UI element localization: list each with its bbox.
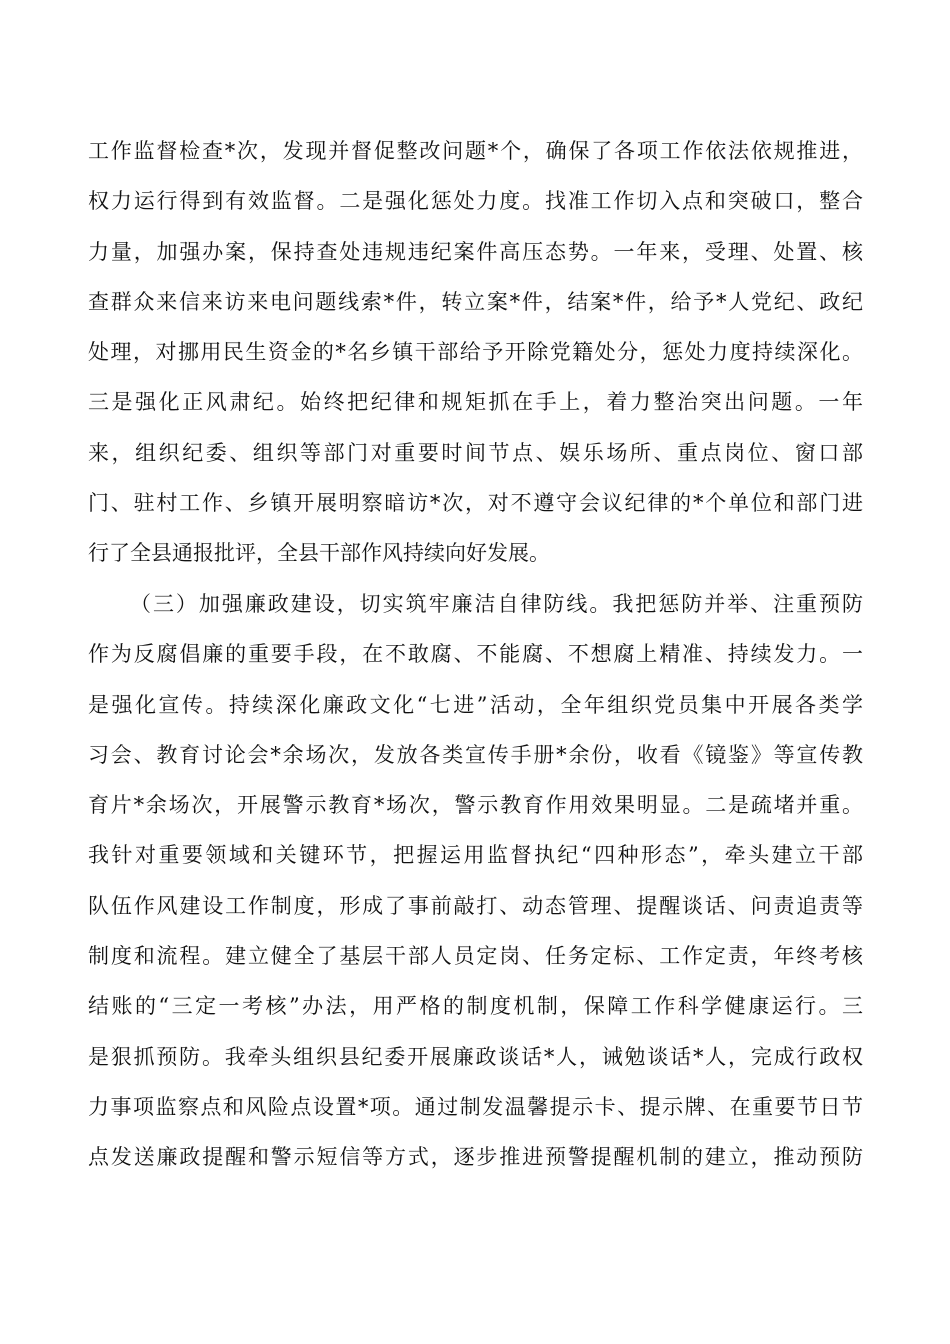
section-heading-line: （三）加强廉政建设，切实筑牢廉洁自律防线。我把惩防并举、注重预防	[130, 592, 863, 616]
text-line: 我针对重要领域和关键环节，把握运用监督执纪“四种形态”，牵头建立干部	[88, 843, 863, 868]
text-line: 力事项监察点和风险点设置*项。通过制发温馨提示卡、提示牌、在重要节日节	[88, 1094, 863, 1119]
text-line: 点发送廉政提醒和警示短信等方式，逐步推进预警提醒机制的建立，推动预防	[88, 1145, 863, 1170]
text-line: 习会、教育讨论会*余场次，发放各类宣传手册*余份，收看《镜鉴》等宣传教	[88, 742, 863, 767]
text-line: 三是强化正风肃纪。始终把纪律和规矩抓在手上，着力整治突出问题。一年	[88, 390, 863, 415]
text-line: 是狠抓预防。我牵头组织县纪委开展廉政谈话*人，诫勉谈话*人，完成行政权	[88, 1044, 863, 1069]
text-line: 行了全县通报批评，全县干部作风持续向好发展。	[88, 541, 550, 566]
text-line: 育片*余场次，开展警示教育*场次，警示教育作用效果明显。二是疏堵并重。	[88, 793, 863, 818]
paragraph-supervision	[88, 126, 863, 579]
text-line: 处理，对挪用民生资金的*名乡镇干部给予开除党籍处分，惩处力度持续深化。	[88, 340, 863, 365]
text-line: 制度和流程。建立健全了基层干部人员定岗、任务定标、工作定责，年终考核	[88, 944, 863, 969]
text-line: 作为反腐倡廉的重要手段，在不敢腐、不能腐、不想腐上精准、持续发力。一	[88, 642, 863, 667]
text-line: 查群众来信来访来电问题线索*件，转立案*件，结案*件，给予*人党纪、政纪	[88, 289, 863, 314]
text-line: 队伍作风建设工作制度，形成了事前敲打、动态管理、提醒谈话、问责追责等	[88, 893, 863, 918]
text-line: 力量，加强办案，保持查处违规违纪案件高压态势。一年来，受理、处置、核	[88, 239, 863, 264]
text-line: 结账的“三定一考核”办法，用严格的制度机制，保障工作科学健康运行。三	[88, 994, 863, 1019]
text-line: 是强化宣传。持续深化廉政文化“七进”活动，全年组织党员集中开展各类学	[88, 692, 863, 717]
text-line: 工作监督检查*次，发现并督促整改问题*个，确保了各项工作依法依规推进，	[88, 139, 863, 163]
text-line: 权力运行得到有效监督。二是强化惩处力度。找准工作切入点和突破口，整合	[88, 189, 863, 214]
text-line: 门、驻村工作、乡镇开展明察暗访*次，对不遵守会议纪律的*个单位和部门进	[88, 491, 863, 516]
text-line: 来，组织纪委、组织等部门对重要时间节点、娱乐场所、重点岗位、窗口部	[88, 440, 863, 465]
paragraph-integrity-building	[88, 579, 863, 1183]
